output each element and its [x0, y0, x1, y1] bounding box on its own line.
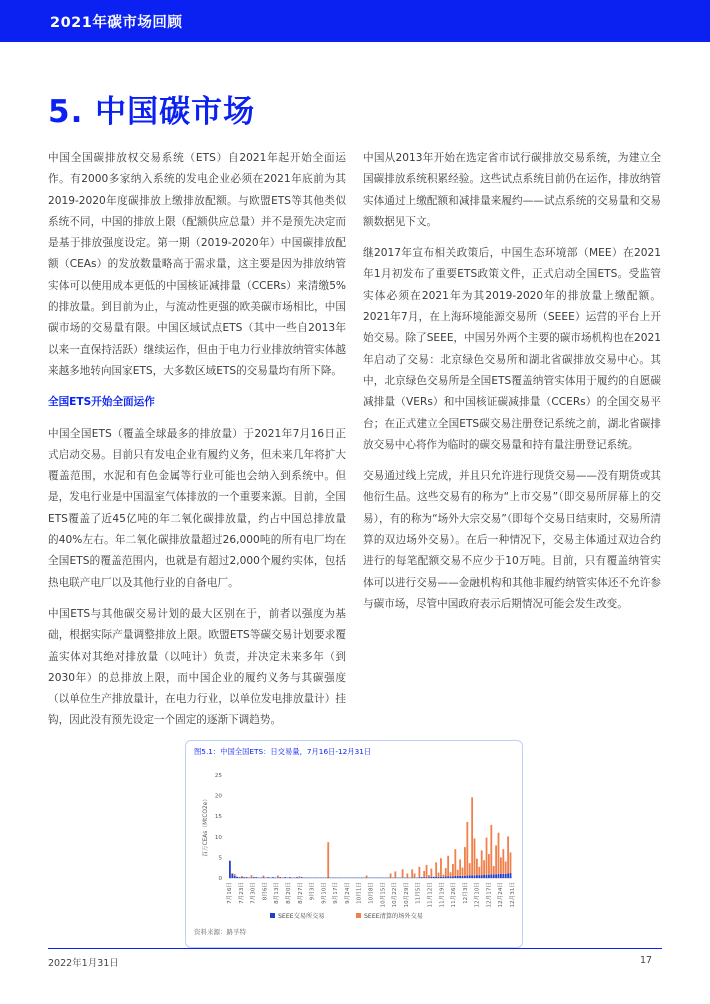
- bar-otc: [469, 863, 471, 875]
- bar-otc: [438, 873, 440, 877]
- bar-seee: [327, 877, 329, 878]
- bar-seee: [442, 877, 444, 878]
- x-tick-label: 9月24日: [344, 882, 351, 904]
- bar-otc: [428, 875, 430, 877]
- bar-seee: [500, 874, 502, 878]
- left-paragraph-1: 中国全国碳排放权交易系统（ETS）自2021年起开始全面运作。有2000多家纳入系统的发电企业必须在2021年底前为其2019-2020年度碳排放上缴排放配额。与欧盟ETS等其他类似系统不同，中国的排放上限（配额供应总量）并不是预先决定而是基于排放强度设定。第一期（2019-2020年）中国碳排放配额（CEAs）的发放数量略高于需求量，这主要是因为排放纳管实体可以使用成本更低的中国核证减排量（CCERs）来清缴5%的排放量。到目前为止，与流动性更强的欧美碳市场相比，中国碳市场的交易量有限。中国区域试点ETS（其中一些自2013年以来一直保持活跃）继续运作，但由于电力行业排放纳管实体越来越多地转向国家ETS，大多数区域ETS的交易量均有所下降。: [48, 152, 346, 377]
- bar-seee: [426, 877, 428, 878]
- x-tick-label: 9月10日: [321, 882, 328, 904]
- bar-otc: [231, 873, 233, 874]
- x-tick-label: 12月31日: [510, 882, 516, 908]
- bar-seee: [423, 877, 425, 878]
- right-paragraph-1: 中国从2013年开始在选定省市试行碳排放交易系统，为建立全国碳排放系统积累经验。这些试点系统目前仍在运作，排放纳管实体通过上缴配额和减排量来履约——试点系统的交易量和交易额数据见下文。: [363, 152, 661, 228]
- x-tick-label: 10月8日: [368, 882, 375, 904]
- bar-seee: [457, 876, 459, 878]
- bar-otc: [495, 845, 497, 874]
- bar-seee: [231, 874, 233, 878]
- header-title: 2021年碳市场回顾: [50, 15, 183, 31]
- bar-seee: [502, 874, 504, 878]
- legend-label-seee: SEEE交易所交易: [278, 913, 325, 920]
- bar-otc: [466, 822, 468, 876]
- bar-seee: [253, 877, 255, 878]
- x-tick-label: 10月22日: [392, 882, 399, 908]
- bar-seee: [234, 876, 236, 878]
- bar-seee: [474, 876, 476, 878]
- bar-seee: [418, 877, 420, 878]
- legend-label-otc: SEEE清算的场外交易: [364, 913, 423, 920]
- bar-seee: [459, 876, 461, 878]
- bar-otc: [476, 859, 478, 875]
- bar-otc: [490, 825, 492, 874]
- bar-otc: [457, 870, 459, 876]
- bar-otc: [277, 876, 279, 878]
- bar-otc: [414, 873, 416, 877]
- bar-seee: [510, 873, 512, 878]
- y-tick-label: 0: [218, 876, 222, 882]
- section-title: 5. 中国碳市场: [48, 94, 256, 130]
- subheading: 全国ETS开始全面运作: [48, 396, 155, 409]
- bar-otc: [402, 869, 404, 877]
- bar-seee: [471, 876, 473, 878]
- bar-seee: [462, 876, 464, 878]
- x-tick-label: 11月12日: [427, 882, 434, 908]
- figure-box: [185, 740, 523, 948]
- bar-seee: [464, 876, 466, 878]
- bar-otc: [426, 865, 428, 877]
- bar-otc: [464, 847, 466, 876]
- bar-otc: [418, 867, 420, 877]
- bar-seee: [301, 877, 303, 878]
- bar-otc: [430, 869, 432, 877]
- x-tick-label: 12月10日: [474, 882, 481, 908]
- bar-seee: [435, 877, 437, 878]
- bar-otc: [498, 833, 500, 874]
- bar-otc: [440, 858, 442, 877]
- bar-otc: [462, 868, 464, 876]
- bar-seee: [246, 877, 248, 878]
- left-column: [48, 148, 346, 732]
- bar-otc: [502, 849, 504, 874]
- bar-seee: [469, 876, 471, 878]
- y-tick-label: 25: [214, 773, 222, 779]
- x-tick-label: 8月13日: [274, 882, 281, 904]
- bar-seee: [236, 877, 238, 878]
- bar-otc: [471, 797, 473, 875]
- bar-seee: [450, 876, 452, 878]
- bar-seee: [490, 874, 492, 878]
- bar-seee: [279, 877, 281, 878]
- right-paragraph-3: 交易通过线上完成，并且只允许进行现货交易——没有期货或其他衍生品。这些交易有的称为“上市交易”（即交易所屏幕上的交易），有的称为“场外大宗交易”（即每个交易日结束时，交易所清算的双边场外交易）。在后一种情况下，交易主体通过双边合约进行的每笔配额交易不应少于10万吨。目前，只有覆盖纳管实体可以进行交易——金融机构和其他非履约纳管实体还不允许参与碳市场，尽管中国政府表示后期情况可能会发生改变。: [363, 470, 661, 610]
- bar-seee: [447, 876, 449, 878]
- bar-seee: [486, 875, 488, 878]
- bar-otc: [234, 874, 236, 876]
- bar-seee: [476, 875, 478, 878]
- x-tick-label: 8月20日: [285, 882, 292, 904]
- bar-otc: [474, 838, 476, 875]
- bar-otc: [486, 838, 488, 875]
- bar-otc: [406, 873, 408, 877]
- bar-otc: [327, 842, 329, 877]
- y-tick-label: 20: [214, 793, 222, 800]
- bar-seee: [505, 874, 507, 878]
- x-tick-label: 10月29日: [403, 882, 410, 908]
- bar-otc: [251, 875, 253, 877]
- page-number: 17: [640, 955, 653, 966]
- footer-date: 2022年1月31日: [48, 958, 119, 969]
- bar-seee: [493, 874, 495, 878]
- volume-chart: [186, 741, 522, 947]
- bar-seee: [289, 877, 291, 878]
- bar-seee: [478, 875, 480, 878]
- bar-otc: [450, 872, 452, 876]
- bar-seee: [495, 874, 497, 878]
- bar-seee: [483, 875, 485, 878]
- bar-seee: [421, 877, 423, 878]
- bar-seee: [241, 877, 243, 878]
- x-tick-label: 10月15日: [380, 882, 387, 908]
- bar-otc: [366, 876, 368, 878]
- bar-seee: [438, 877, 440, 878]
- bar-seee: [440, 877, 442, 878]
- x-tick-label: 9月17日: [333, 882, 340, 904]
- figure-title: 图5.1：中国全国ETS：日交易量，7月16日-12月31日: [194, 747, 372, 756]
- bar-seee: [263, 877, 265, 878]
- bar-seee: [296, 877, 298, 878]
- bar-seee: [272, 877, 274, 878]
- x-tick-label: 7月16日: [227, 882, 233, 904]
- bar-otc: [505, 862, 507, 874]
- x-tick-label: 8月6日: [262, 882, 269, 901]
- x-tick-label: 8月27日: [297, 882, 304, 904]
- bar-seee: [430, 877, 432, 878]
- bar-otc: [423, 871, 425, 877]
- x-tick-label: 7月30日: [250, 882, 257, 904]
- bar-seee: [267, 877, 269, 878]
- bar-otc: [481, 850, 483, 875]
- bar-seee: [454, 876, 456, 878]
- bar-otc: [454, 849, 456, 876]
- bar-otc: [390, 873, 392, 877]
- left-paragraph-3: 中国ETS与其他碳交易计划的最大区别在于，前者以强度为基础，根据实际产量调整排放上限。欧盟ETS等碳交易计划要求覆盖实体对其绝对排放量（以吨计）负责，并决定未来多年（到2030年）的总排放上限，而中国企业的履约义务与其碳强度（以单位生产排放量计，在电力行业，以单位发电排放量计）挂钩，因此没有预先设定一个固定的逐渐下调趋势。: [48, 607, 346, 727]
- bar-otc: [488, 854, 490, 875]
- bar-seee: [452, 876, 454, 878]
- bar-otc: [478, 867, 480, 875]
- bar-seee: [488, 875, 490, 878]
- bar-otc: [263, 876, 265, 878]
- x-tick-label: 7月23日: [238, 882, 245, 904]
- bar-otc: [483, 860, 485, 874]
- bar-seee: [284, 877, 286, 878]
- bar-seee: [229, 861, 231, 878]
- header-bar: [0, 0, 710, 42]
- bar-otc: [445, 868, 447, 876]
- legend-swatch-otc: [356, 913, 361, 918]
- bar-seee: [243, 877, 245, 878]
- bar-otc: [241, 876, 243, 877]
- y-axis-label: 百万CEAs（MtCO2e）: [203, 795, 209, 858]
- bar-otc: [394, 871, 396, 877]
- left-paragraph-2: 中国全国ETS（覆盖全球最多的排放量）于2021年7月16日正式启动交易。目前只有发电企业有履约义务，但未来几年将扩大覆盖范围，水泥和有色金属等行业可能也会纳入到系统中。但是，发电行业是中国温室气体排放的一个重要来源。目前，全国ETS覆盖了近45亿吨的年二氧化碳排放量，约占中国总排放量的40%左右。年二氧化碳排放量超过26,000吨的所有电厂均在全国ETS的覆盖范围内，也就是有超过2,000个履约实体，包括热电联产电厂以及其他行业的自备电厂。: [48, 427, 346, 589]
- bar-otc: [459, 859, 461, 875]
- bar-otc: [510, 852, 512, 873]
- x-tick-label: 12月24日: [498, 882, 505, 908]
- x-tick-label: 11月5日: [415, 882, 422, 904]
- bar-otc: [299, 876, 301, 877]
- x-tick-label: 12月17日: [486, 882, 493, 908]
- bar-otc: [452, 864, 454, 876]
- x-tick-label: 10月1日: [356, 882, 363, 904]
- bar-seee: [507, 873, 509, 878]
- x-tick-label: 12月3日: [462, 882, 469, 904]
- figure-source: 资料来源：路孚特: [194, 928, 246, 936]
- bar-otc: [447, 856, 449, 877]
- bar-otc: [411, 869, 413, 877]
- bar-otc: [435, 862, 437, 876]
- bar-otc: [507, 836, 509, 873]
- bar-seee: [255, 877, 257, 878]
- x-tick-label: 11月26日: [451, 882, 458, 908]
- bar-seee: [481, 875, 483, 878]
- legend-swatch-seee: [270, 913, 275, 918]
- x-tick-label: 11月19日: [439, 882, 446, 908]
- bar-seee: [239, 877, 241, 878]
- bar-seee: [428, 877, 430, 878]
- right-column: [363, 148, 661, 615]
- bar-seee: [498, 874, 500, 878]
- bar-otc: [500, 857, 502, 873]
- bar-seee: [433, 877, 435, 878]
- bar-otc: [493, 866, 495, 874]
- footer-divider: [48, 948, 662, 949]
- x-tick-label: 9月3日: [309, 882, 316, 901]
- right-paragraph-2: 继2017年宣布相关政策后，中国生态环境部（MEE）在2021年1月初发布了重要ETS政策文件，正式启动全国ETS。受监管实体必须在2021年为其2019-2020年的排放量上缴配额。2021年7月，在上海环境能源交易所（SEEE）运营的平台上开始交易。除了SEEE，中国另外两个主要的碳市场机构也在2021年启动了交易：北京绿色交易所和湖北省碳排放交易中心。其中，北京绿色交易所是全国ETS覆盖纳管实体用于履约的自愿碳减排量（VERs）和中国核证碳减排量（CCERs）的全国交易平台；在正式建立全国ETS碳交易注册登记系统之前，湖北省碳排放交易中心将作为临时的碳交易量和持有量注册登记系统。: [363, 247, 661, 451]
- y-tick-label: 10: [214, 834, 222, 841]
- bar-seee: [466, 876, 468, 878]
- bar-seee: [445, 876, 447, 878]
- bar-otc: [442, 875, 444, 877]
- y-tick-label: 15: [214, 814, 222, 821]
- y-tick-label: 5: [218, 855, 222, 862]
